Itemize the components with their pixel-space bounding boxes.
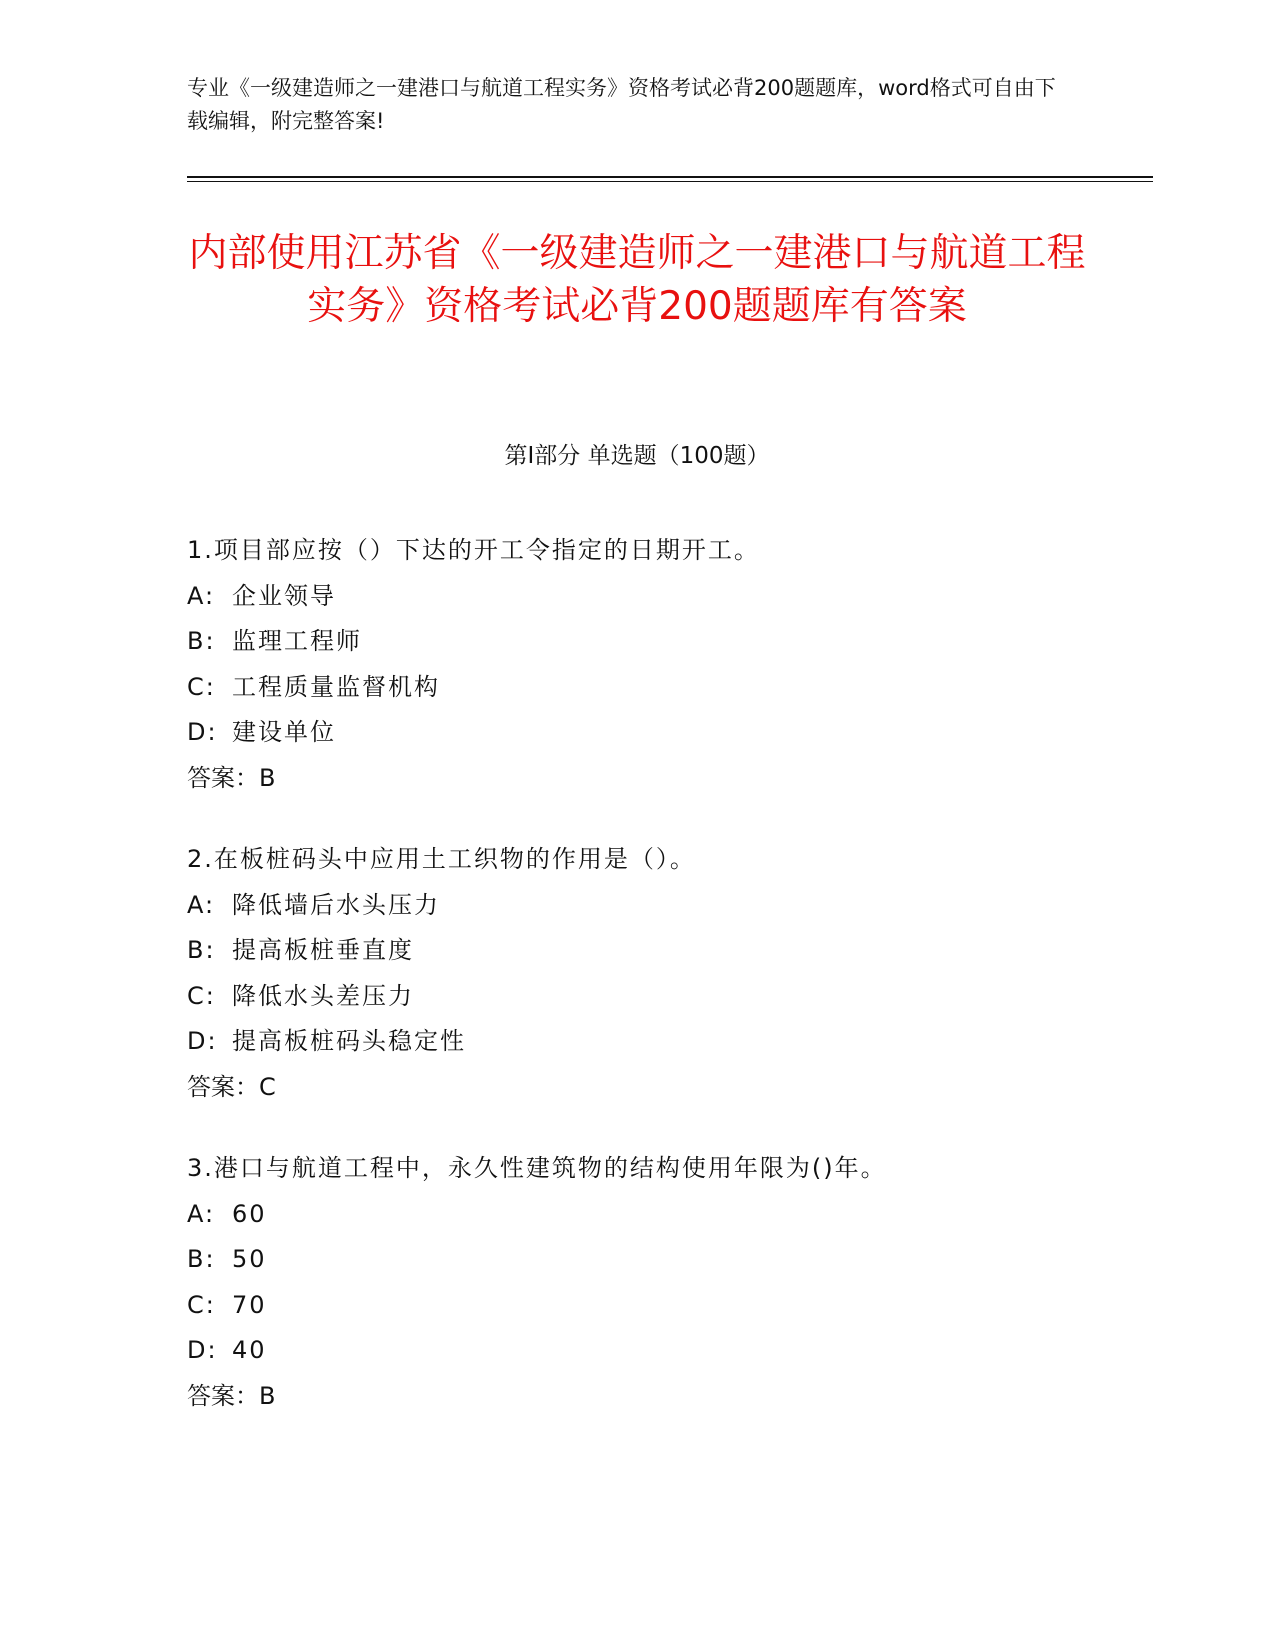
option-text: 40 [232,1336,267,1364]
header-note: 专业《一级建造师之一建港口与航道工程实务》资格考试必背200题题库，word格式可自由下载编辑，附完整答案! [187,76,1056,133]
question-stem: 3.港口与航道工程中，永久性建筑物的结构使用年限为()年。 [187,1154,887,1182]
option-letter: B: [187,627,216,655]
question-list [187,528,1147,1455]
answer: 答案：B [187,1381,276,1410]
option-letter: B: [187,1245,216,1273]
option-text: 提高板桩码头稳定性 [232,1027,466,1055]
option-a [187,883,1147,929]
option-a [187,1192,1147,1238]
option-letter: B: [187,936,216,964]
answer: 答案：C [187,1072,276,1101]
option-b [187,619,1147,665]
option-d [187,710,1147,756]
option-b [187,928,1147,974]
option-text: 工程质量监督机构 [232,672,440,701]
option-c [187,1283,1147,1329]
option-b [187,1237,1147,1283]
option-c [187,665,1147,711]
question-1 [187,528,1147,801]
option-letter: D: [187,1336,218,1364]
question-stem: 2.在板桩码头中应用土工织物的作用是（）。 [187,845,696,873]
option-text: 提高板桩垂直度 [232,936,414,964]
option-c [187,974,1147,1020]
option-text: 降低水头差压力 [232,981,414,1010]
option-text: 建设单位 [232,718,336,746]
option-d [187,1328,1147,1374]
option-d [187,1019,1147,1065]
option-text: 企业领导 [232,581,336,610]
question-2 [187,837,1147,1110]
option-text: 50 [232,1245,267,1273]
header-divider-thick [187,176,1153,178]
document-title: 内部使用江苏省《一级建造师之一建港口与航道工程实务》资格考试必背200题题库有答案 [188,231,1086,329]
option-letter: C: [187,1290,216,1319]
header-divider-thin [187,181,1153,182]
question-stem: 1.项目部应按（）下达的开工令指定的日期开工。 [187,536,760,564]
option-text: 60 [232,1199,267,1228]
option-letter: D: [187,1027,218,1055]
option-text: 70 [232,1290,267,1319]
option-text: 降低墙后水头压力 [232,890,440,919]
option-letter: A: [187,890,216,919]
section-heading: 第Ⅰ部分 单选题（100题） [504,443,770,469]
question-3 [187,1146,1147,1419]
option-letter: A: [187,1199,216,1228]
option-letter: D: [187,718,218,746]
option-a [187,574,1147,620]
option-letter: A: [187,581,216,610]
option-letter: C: [187,981,216,1010]
answer: 答案：B [187,763,276,792]
option-letter: C: [187,672,216,701]
option-text: 监理工程师 [232,627,362,655]
